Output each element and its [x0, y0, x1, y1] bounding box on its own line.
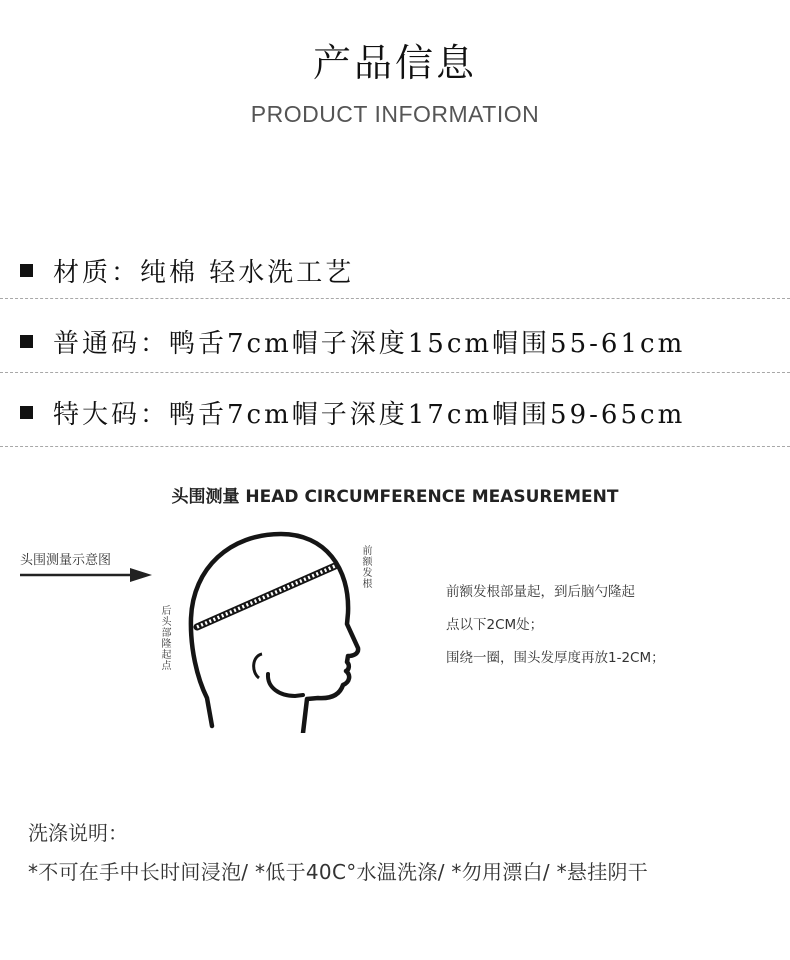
- bullet-icon: [20, 335, 33, 348]
- spec-row-regular-size: [20, 321, 685, 361]
- page-subtitle: PRODUCT INFORMATION: [250, 101, 540, 127]
- back-bump-label: 后头部隆起点: [161, 606, 172, 672]
- page-title: 产品信息: [312, 41, 477, 85]
- bullet-icon: [20, 264, 33, 277]
- spec-row-material: [20, 250, 354, 290]
- instruction-line: 前额发根部量起，到后脑勺隆起: [446, 584, 635, 600]
- divider: [0, 446, 790, 447]
- spec-text: 普通码：鸭舌7cm帽子深度15cm帽围55-61cm: [53, 328, 686, 359]
- washing-title: 洗涤说明：: [28, 821, 128, 845]
- spec-text: 特大码：鸭舌7cm帽子深度17cm帽围59-65cm: [53, 399, 686, 430]
- spec-row-large-size: [20, 392, 685, 432]
- head-profile-diagram: [185, 528, 365, 733]
- washing-instructions: *不可在手中长时间浸泡/ *低于40C°水温洗涤/ *勿用漂白/ *悬挂阴干: [28, 860, 649, 884]
- instruction-line: 围绕一圈，围头发厚度再放1-2CM；: [446, 650, 665, 666]
- divider: [0, 298, 790, 299]
- diagram-label: 头围测量示意图: [20, 553, 112, 568]
- instruction-line: 点以下2CM处；: [446, 617, 544, 633]
- measurement-title: 头围测量 HEAD CIRCUMFERENCE MEASUREMENT: [171, 487, 619, 507]
- spec-text: 材质：纯棉 轻水洗工艺: [53, 257, 355, 288]
- bullet-icon: [20, 406, 33, 419]
- front-hairline-label: 前额发根: [362, 546, 373, 590]
- divider: [0, 372, 790, 373]
- arrow-right-icon: [20, 566, 160, 586]
